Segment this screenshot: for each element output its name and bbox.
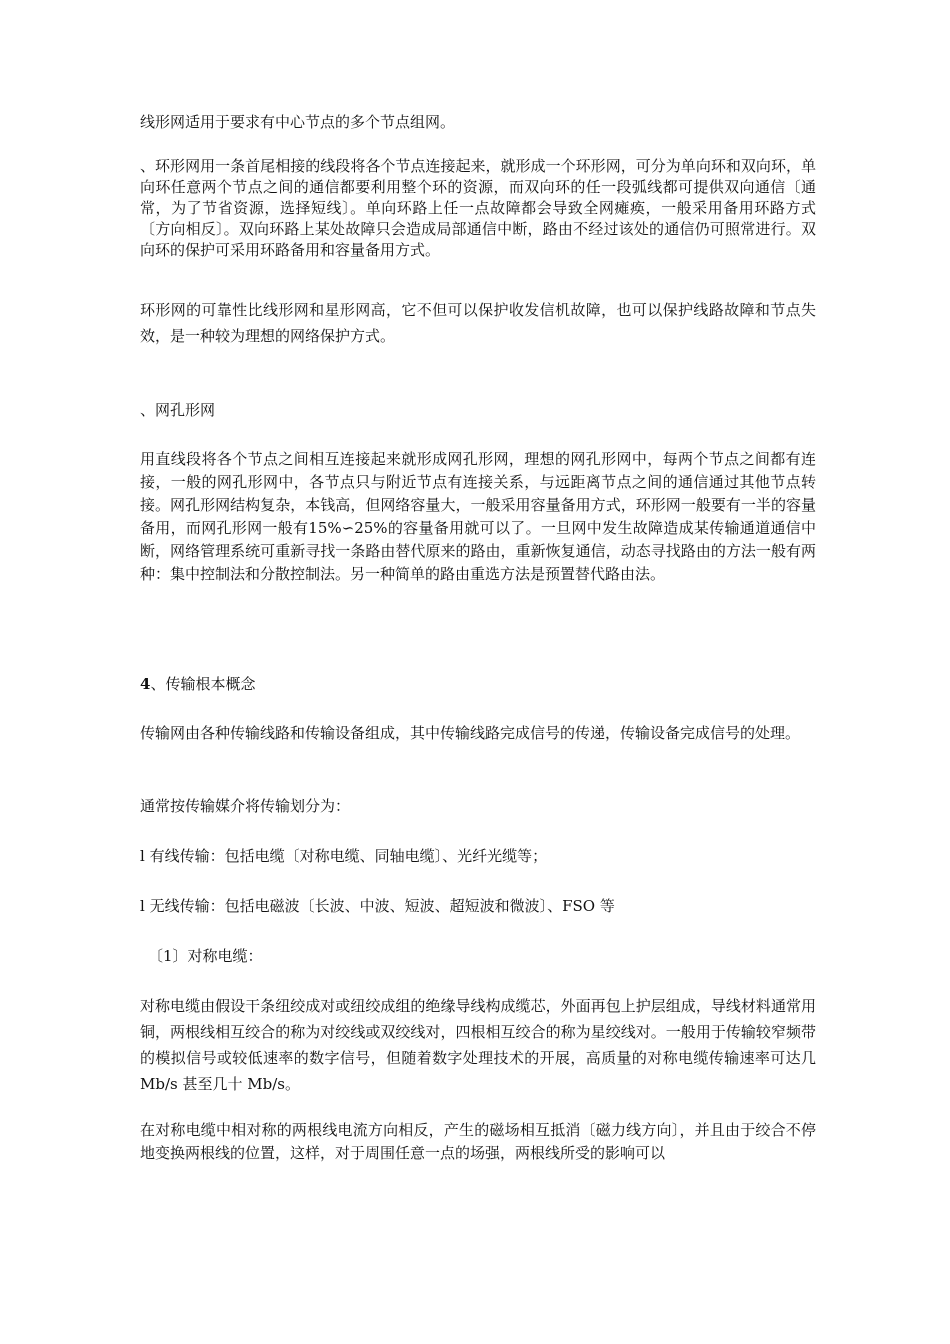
section-number: 4 — [140, 675, 151, 693]
list-item-wired: l 有线传输：包括电缆〔对称电缆、同轴电缆〕、光纤光缆等； — [140, 847, 548, 865]
paragraph-transmission-network: 传输网由各种传输线路和传输设备组成，其中传输线路完成信号的传递，传输设备完成信号的处理。 — [140, 724, 801, 742]
paragraph-ring-network: 、环形网用一条首尾相接的线段将各个节点连接起来，就形成一个环形网，可分为单向环和双向环，单向环任意两个节点之间的通信都要利用整个环的资源，而双向环的任一段弧线都可提供双向通信〔通常，为了节省资源，选择短线〕。单向环路上任一点故障都会导致全网瘫痪，一般采用备用环路方式〔方向相反〕。双向环路上某处故障只会造成局部通信中断，路由不经过该处的通信仍可照常进行。双向环的保护可采用环路备用和容量备用方式。 — [140, 157, 816, 259]
list-item-wireless: l 无线传输：包括电磁波〔长波、中波、短波、超短波和微波〕、FSO 等 — [140, 897, 615, 915]
subheading-symmetric-cable: 〔1〕对称电缆： — [148, 947, 263, 965]
paragraph-mesh-network: 用直线段将各个节点之间相互连接起来就形成网孔形网，理想的网孔形网中，每两个节点之间都有连接，一般的网孔形网中，各节点只与附近节点有连接关系，与远距离节点之间的通信通过其他节点转接。网孔形网结构复杂，本钱高，但网络容量大，一般采用容量备用方式，环形网一般要有一半的容量备用，而网孔形网一般有15%∽25%的容量备用就可以了。一旦网中发生故障造成某传输通道通信中断，网络管理系统可重新寻找一条路由替代原来的路由，重新恢复通信，动态寻找路由的方法一般有两种：集中控制法和分散控制法。另一种简单的路由重选方法是预置替代路由法。 — [140, 450, 816, 583]
section-heading — [140, 673, 816, 696]
paragraph-ring-reliability: 环形网的可靠性比线形网和星形网高，它不但可以保护收发信机故障，也可以保护线路故障和节点失效，是一种较为理想的网络保护方式。 — [140, 301, 816, 345]
paragraph-linear-network: 线形网适用于要求有中心节点的多个节点组网。 — [140, 113, 456, 131]
paragraph-symmetric-cable: 对称电缆由假设干条纽绞成对或纽绞成组的绝缘导线构成缆芯，外面再包上护层组成，导线材料通常用铜，两根线相互绞合的称为对绞线或双绞线对，四根相互绞合的称为星绞线对。一般用于传输较窄频带的模拟信号或较低速率的数字信号，但随着数字处理技术的开展，高质量的对称电缆传输速率可达几 Mb/s 甚至几十 Mb/s。 — [140, 997, 816, 1093]
paragraph-classification-intro: 通常按传输媒介将传输划分为： — [140, 797, 351, 815]
paragraph-symmetric-cable-field: 在对称电缆中相对称的两根线电流方向相反，产生的磁场相互抵消〔磁力线方向〕，并且由于绞合不停地变换两根线的位置，这样，对于周围任意一点的场强，两根线所受的影响可以 — [140, 1121, 816, 1162]
heading-mesh-network: 、网孔形网 — [140, 401, 216, 419]
section-title: 、传输根本概念 — [150, 675, 256, 693]
